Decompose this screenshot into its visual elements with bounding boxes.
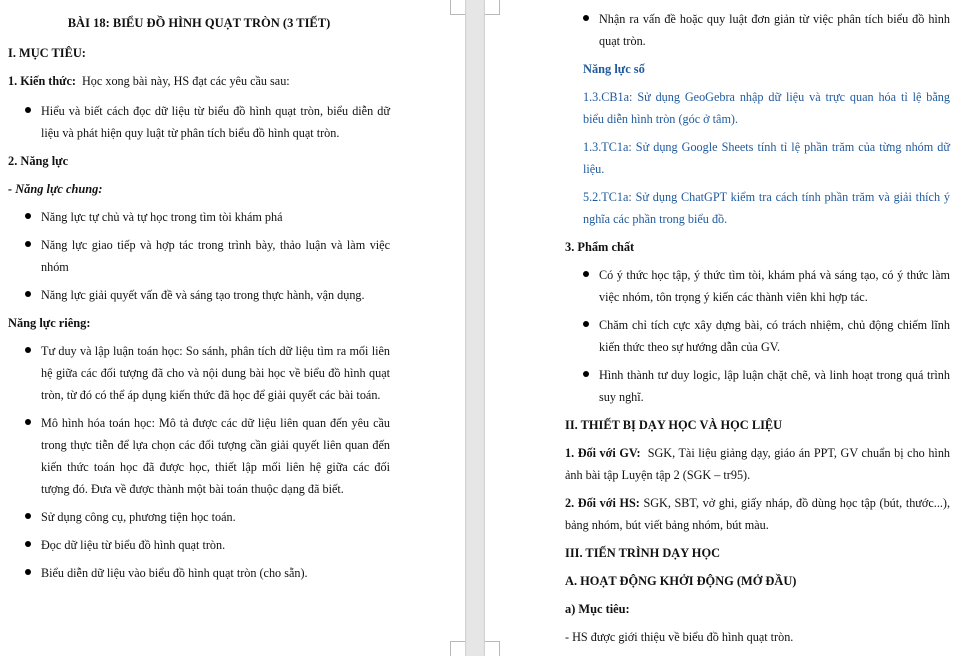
bullet-icon bbox=[583, 15, 589, 21]
list-item-text: Hình thành tư duy logic, lập luận chặt chẽ, và linh hoạt trong quá trình suy nghĩ. bbox=[599, 368, 950, 404]
list-item bbox=[8, 100, 390, 144]
page-corner-mark bbox=[485, 641, 500, 656]
page-corner-mark bbox=[450, 0, 465, 15]
heading-muc-tieu-a: a) Mục tiêu: bbox=[565, 602, 630, 616]
heading-tien-trinh: III. TIẾN TRÌNH DẠY HỌC bbox=[565, 546, 721, 560]
list-item bbox=[8, 412, 390, 500]
page-corner-mark bbox=[485, 0, 500, 15]
list-item bbox=[8, 506, 390, 528]
bullet-icon bbox=[25, 107, 31, 113]
page-corner-mark bbox=[450, 641, 465, 656]
hs-label: 2. Đối với HS: bbox=[565, 496, 640, 510]
kien-thuc-text: Học xong bài này, HS đạt các yêu cầu sau: bbox=[82, 74, 290, 88]
heading-nang-luc-chung: - Năng lực chung: bbox=[8, 182, 103, 196]
bullet-icon bbox=[25, 291, 31, 297]
digital-competency-item: 1.3.CB1a: Sử dụng GeoGebra nhập dữ liệu và trực quan hóa tỉ lệ bằng biểu diễn hình tròn (góc ở tâm). bbox=[583, 90, 950, 126]
list-item-text: Đọc dữ liệu từ biểu đồ hình quạt tròn. bbox=[41, 538, 226, 552]
list-item-text: Mô hình hóa toán học: Mô tả được các dữ liệu liên quan đến yêu cầu trong thực tiễn để lựa chọn các đối tượng cần giải quyết liên quan đến kiến thức toán học đã được học, thiết lập mối liên hệ giữa các đối tượng đó. Đưa về được thành một bài toán thuộc dạng đã biết. bbox=[41, 416, 390, 496]
list-item-text: Chăm chỉ tích cực xây dựng bài, có trách nhiệm, chủ động chiếm lĩnh kiến thức theo sự hướng dẫn của GV. bbox=[599, 318, 950, 354]
list-item-text: Năng lực giao tiếp và hợp tác trong trình bày, thảo luận và làm việc nhóm bbox=[41, 238, 390, 274]
heading-nang-luc-so: Năng lực số bbox=[583, 62, 645, 76]
heading-thiet-bi: II. THIẾT BỊ DẠY HỌC VÀ HỌC LIỆU bbox=[565, 418, 783, 432]
list-item bbox=[8, 534, 390, 556]
kien-thuc-heading: 1. Kiến thức: bbox=[8, 74, 76, 88]
bullet-icon bbox=[25, 347, 31, 353]
list-item bbox=[565, 314, 950, 358]
heading-muc-tieu: I. MỤC TIÊU: bbox=[8, 46, 86, 60]
document-page-left bbox=[0, 0, 465, 656]
bullet-icon bbox=[25, 541, 31, 547]
list-item bbox=[8, 562, 390, 584]
bullet-icon bbox=[25, 213, 31, 219]
digital-competency-item: 5.2.TC1a: Sử dụng ChatGPT kiểm tra cách tính phần trăm và giải thích ý nghĩa các phần trong biểu đồ. bbox=[583, 190, 950, 226]
list-item bbox=[565, 264, 950, 308]
equipment-gv bbox=[565, 442, 950, 486]
heading-nang-luc: 2. Năng lực bbox=[8, 154, 69, 168]
list-item-text: Có ý thức học tập, ý thức tìm tòi, khám phá và sáng tạo, có ý thức làm việc nhóm, tôn trọng ý kiến các thành viên khi hợp tác. bbox=[599, 268, 950, 304]
heading-pham-chat: 3. Phẩm chất bbox=[565, 240, 635, 254]
bullet-icon bbox=[583, 321, 589, 327]
list-item bbox=[8, 340, 390, 406]
list-item-text: Năng lực giải quyết vấn đề và sáng tạo trong thực hành, vận dụng. bbox=[41, 288, 365, 302]
bullet-icon bbox=[25, 513, 31, 519]
list-item bbox=[8, 284, 390, 306]
document-page-right bbox=[485, 0, 965, 656]
kien-thuc-line bbox=[8, 70, 390, 92]
bullet-icon bbox=[25, 569, 31, 575]
bullet-icon bbox=[25, 419, 31, 425]
lesson-title: BÀI 18: BIỂU ĐỒ HÌNH QUẠT TRÒN (3 TIẾT) bbox=[67, 16, 331, 30]
bullet-icon bbox=[583, 371, 589, 377]
list-item-text: Sử dụng công cụ, phương tiện học toán. bbox=[41, 510, 236, 524]
list-item bbox=[8, 234, 390, 278]
list-item-text: Nhận ra vấn đề hoặc quy luật đơn giản từ việc phân tích biểu đồ hình quạt tròn. bbox=[599, 12, 950, 48]
gv-label: 1. Đối với GV: bbox=[565, 446, 641, 460]
gv-text: SGK, Tài liệu giảng dạy, giáo án PPT, GV chuẩn bị cho hình ảnh bài tập Luyện tập 2 (SGK – tr95). bbox=[565, 446, 951, 482]
list-item-text: Tư duy và lập luận toán học: So sánh, phân tích dữ liệu tìm ra mối liên hệ giữa các đối tượng đã cho và nội dung bài học về biểu đồ hình quạt tròn, từ đó có thể áp dụng kiến thức đã học để giải quyết các bài toán. bbox=[41, 344, 390, 402]
list-item bbox=[565, 8, 950, 52]
list-item bbox=[565, 364, 950, 408]
equipment-hs bbox=[565, 492, 950, 536]
page-content bbox=[565, 8, 950, 648]
bullet-icon bbox=[583, 271, 589, 277]
list-item bbox=[8, 206, 390, 228]
paragraph-line: - HS được giới thiệu về biểu đồ hình quạt tròn. bbox=[565, 630, 794, 644]
list-item-text: Hiểu và biết cách đọc dữ liệu từ biểu đồ hình quạt tròn, biểu diễn dữ liệu và phát hiện quy luật từ phân tích biểu đồ hình quạt tròn. bbox=[41, 104, 390, 140]
heading-hoat-dong-khoi-dong: A. HOẠT ĐỘNG KHỞI ĐỘNG (MỞ ĐẦU) bbox=[565, 574, 797, 588]
page-content bbox=[8, 12, 390, 590]
list-item-text: Năng lực tự chủ và tự học trong tìm tòi khám phá bbox=[41, 210, 283, 224]
hs-text: SGK, SBT, vở ghi, giấy nháp, đồ dùng học tập (bút, thước...), bảng nhóm, bút viết bảng nhóm, bút màu. bbox=[565, 496, 951, 532]
digital-competency-item: 1.3.TC1a: Sử dụng Google Sheets tính tỉ lệ phần trăm của từng nhóm dữ liệu. bbox=[583, 140, 950, 176]
bullet-icon bbox=[25, 241, 31, 247]
list-item-text: Biểu diễn dữ liệu vào biểu đồ hình quạt tròn (cho sẵn). bbox=[41, 566, 308, 580]
heading-nang-luc-rieng: Năng lực riêng: bbox=[8, 316, 91, 330]
